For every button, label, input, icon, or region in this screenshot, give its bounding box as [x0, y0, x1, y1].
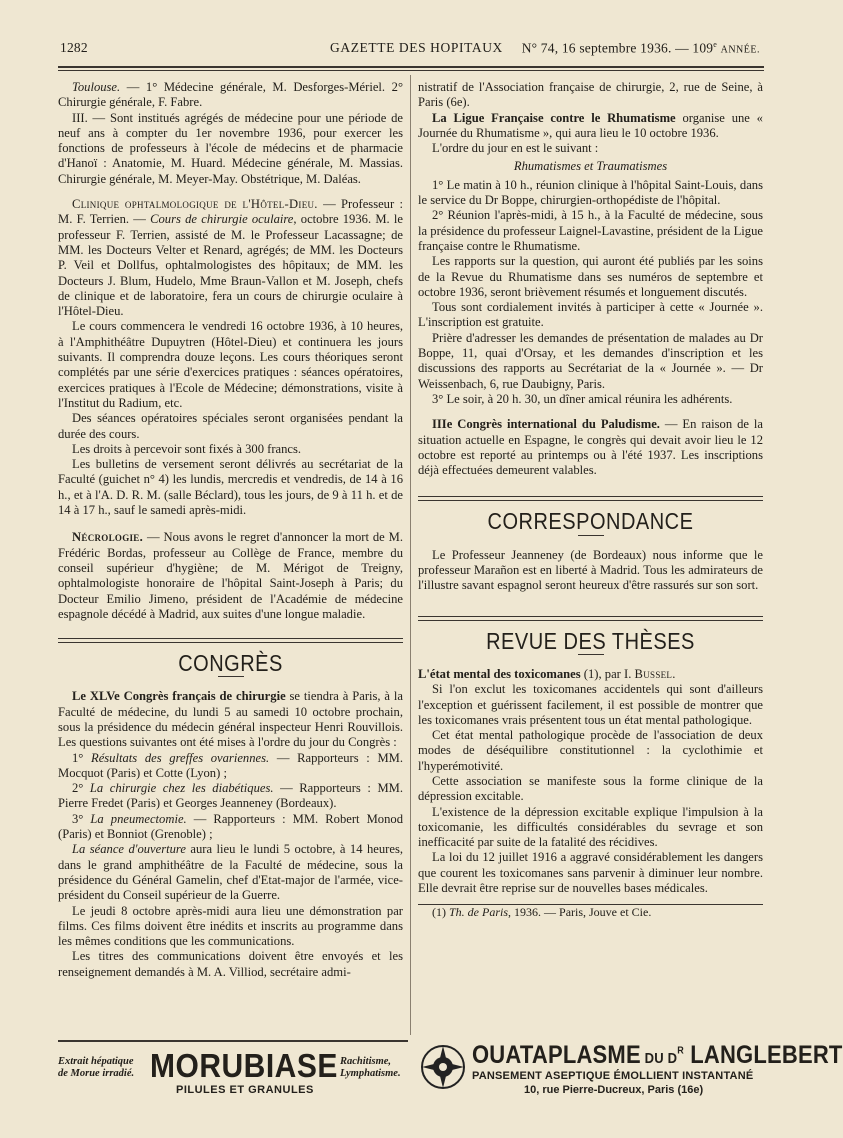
ad-subtitle: PILULES ET GRANULES: [176, 1084, 314, 1096]
paragraph: Les titres des communications doivent être envoyés et les renseignement demandés à M. A. Villiod, secrétaire admi-: [58, 949, 403, 979]
ad-text: Lymphatisme.: [340, 1068, 401, 1079]
title-underline: [578, 535, 604, 536]
paragraph: L'ordre du jour en est le suivant :: [432, 141, 599, 156]
agenda-title: Rhumatismes et Traumatismes: [513, 159, 668, 174]
notice-text: — Professeur : M. F. Terrien. —: [58, 197, 404, 227]
paragraph: La loi du 12 juillet 1916 a aggravé considérablement les dangers que courent les toxicomanes sans parvenir à diminuer leur nombre. Elle devrait être reprise sur de nouvelles bases médicales.: [418, 850, 763, 896]
paragraph-text: — 1° Médecine générale, M. Desforges-Mériel. 2° Chirurgie générale, F. Fabre.: [58, 80, 403, 110]
paragraph: [418, 111, 763, 142]
ad-text: de Morue irradié.: [58, 1068, 135, 1079]
list-number: 2°: [72, 781, 90, 796]
paragraph: Cette association se manifeste sous la forme clinique de la dépression excitable.: [418, 773, 763, 804]
list-item: [58, 751, 403, 782]
notice-heading: Nécrologie.: [72, 530, 144, 545]
paragraph: Tous sont cordialement invités à participer à cette « Journée ». L'inscription est gratuite.: [418, 300, 763, 330]
paragraph: 2° Réunion l'après-midi, à 15 h., à la Faculté de médecine, sous la présidence du professeur Laignel-Lavastine, président de la Ligue française contre le Rhumatisme.: [418, 208, 763, 253]
subheading: [418, 159, 763, 174]
paragraph: Le cours commencera le vendredi 16 octobre 1936, à 10 heures, à l'Amphithéâtre Dupuytren (Hôtel-Dieu) et continuera les jours suivants. Il comprendra douze leçons. Les cours théoriques seront complétés par une série d'exercices pratiques : séances opératoires, exercices pratiques à l'Ecole de Médecine; démonstrations, visite à l'Institut du Radium, etc.: [58, 319, 403, 410]
header-rule: [58, 66, 764, 68]
list-item: [58, 812, 403, 843]
journal-title: GAZETTE DES HOPITAUX: [330, 40, 503, 55]
ouataplasme-brand: [472, 1040, 843, 1070]
list-number: 1°: [72, 750, 91, 765]
paragraph-text: organise une « Journée du Rhumatisme », qui aura lieu le 10 octobre 1936.: [418, 110, 763, 140]
clinique-notice: [58, 197, 403, 319]
ad-tagline: PANSEMENT ASEPTIQUE ÉMOLLIENT INSTANTANÉ: [472, 1070, 754, 1082]
header-rule-thin: [58, 70, 764, 71]
paragraph: nistratif de l'Association française de chirurgie, 2, rue de Seine, à Paris (6e).: [418, 80, 763, 110]
list-number: 3°: [72, 811, 91, 826]
section-divider: [418, 616, 763, 621]
thesis-author-prefix: (1), par I.: [580, 666, 635, 681]
brand-name: OUATAPLASME: [472, 1040, 641, 1069]
congress-name: IIIe Congrès international du Paludisme.: [432, 417, 660, 432]
footnote-text: , 1936. — Paris, Jouve et Cie.: [508, 905, 652, 920]
paragraph: L'existence de la dépression excitable explique l'impulsion à la toxicomanie, les difficultés considérables du sevrage et son inefficacité par suite de la fatalité des récidives.: [418, 804, 763, 850]
footnote-number: (1): [432, 905, 449, 920]
thesis-title: L'état mental des toxicomanes: [418, 666, 581, 681]
ad-rule: [58, 1040, 408, 1042]
notice-text: — Nous avons le regret d'annoncer la mort de M. Frédéric Bordas, professeur au Collège de France, membre du conseil supérieur d'hygiène; de M. Mérigot de Treigny, ophtalmologiste honoraire de l'hôpital Saint-Joseph à Paris; du Docteur Emilio Jimeno, président de l'Académie de médecine espagnole décédé à Madrid, aux suites d'une longue maladie.: [58, 530, 403, 621]
paragraph-text: — Rapporteurs : MM. Robert Monod (Paris) et Bonniot (Grenoble) ;: [58, 811, 403, 842]
section-divider: [58, 638, 403, 643]
paragraph: 1° Le matin à 10 h., réunion clinique à l'hôpital Saint-Louis, dans le service du Dr Boppe, chirurgien-orthopédiste de l'hôpital.: [418, 177, 763, 208]
brand-surname: LANGLEBERT: [683, 1040, 843, 1069]
paragraph: Cet état mental pathologique procède de l'association de deux modes de déséquilibre constitutionnel : la cyclothimie et l'hyperémotivité.: [418, 728, 763, 773]
paragraph: Les rapports sur la question, qui auront été publiés par les soins de la Revue du Rhumatisme dans ses numéros de septembre et octobre 1936, seront brièvement résumés et longuement discutés.: [418, 254, 763, 299]
footnote: [418, 905, 763, 920]
organization-name: La Ligue Française contre le Rhumatisme: [432, 110, 676, 125]
paragraph: [418, 417, 763, 478]
morubiase-advertisement: [58, 1050, 408, 1102]
section-title-theses: REVUE DES THÈSES: [486, 628, 695, 655]
congress-name: Le XLVe Congrès français de chirurgie: [72, 689, 286, 704]
notice-heading: Clinique ophtalmologique de l'Hôtel-Dieu.: [72, 197, 318, 212]
paragraph: Prière d'adresser les demandes de présentation de malades au Dr Boppe, 11, quai d'Orsay, et les demandes d'inscription et les discussions des rapports au Secrétariat de la « Journée ». — Dr Weissenbach, 6, rue Daubigny, Paris.: [418, 330, 763, 391]
paragraph: Le Professeur Jeanneney (de Bordeaux) nous informe que le professeur Marañon est en liberté à Madrid. Tous les admirateurs de l'illustre savant espagnol seront heureux d'être rassurés sur son sort.: [418, 547, 763, 593]
paragraph: Les droits à percevoir sont fixés à 300 francs.: [72, 441, 302, 456]
ad-address: 10, rue Pierre-Ducreux, Paris (16e): [524, 1084, 704, 1096]
morubiase-brand: MORUBIASE: [150, 1048, 338, 1085]
ad-left-text: [58, 1056, 134, 1080]
paragraph-text: — Rapporteurs : MM. Pierre Fredet (Paris) et Georges Jeanneney (Bordeaux).: [58, 781, 404, 811]
issue-year-label: ANNÉE.: [720, 44, 760, 56]
column-divider: [410, 75, 411, 1035]
thesis-author: Bussel.: [634, 666, 676, 681]
ad-right-text: [340, 1056, 401, 1080]
paragraph: Des séances opératoires spéciales seront organisées pendant la durée des cours.: [58, 411, 403, 441]
left-column: [58, 80, 403, 980]
issue-info: [522, 40, 760, 57]
paragraph: 3° Le soir, à 20 h. 30, un dîner amical réunira les adhérents.: [432, 391, 733, 406]
paragraph: Les bulletins de versement seront délivrés au secrétariat de la Faculté (guichet n° 4) les lundis, mercredis et vendredis, de 14 à 16 h., et à l'A. D. R. M. (salle Béclard), tous les jours, de 9 à 11 h. et de 14 à 17 h., sauf le samedi après-midi.: [58, 457, 403, 518]
brand-sup: R: [677, 1044, 684, 1056]
ouataplasme-advertisement: [420, 1040, 843, 1100]
brand-du: DU D: [640, 1049, 678, 1067]
issue-date: N° 74, 16 septembre 1936. — 109: [521, 40, 714, 56]
paragraph-text: se tiendra à Paris, à la Faculté de médecine, du lundi 5 au samedi 10 octobre prochain, sous la présidence du médecin général inspecteur Henri Rouvillois. Les questions suivantes ont été mises à l'ordre du jour du Congrès :: [58, 689, 403, 750]
topic-title: Résultats des greffes ovariennes.: [91, 750, 270, 765]
footnote-source: Th. de Paris: [449, 905, 509, 920]
topic-title: La pneumectomie.: [90, 811, 187, 826]
section-title-congres: CONGRÈS: [178, 651, 283, 677]
paragraph: [58, 80, 403, 111]
necrologie-notice: [58, 530, 403, 622]
paragraph-text: — En raison de la situation actuelle en Espagne, le congrès qui devait avoir lieu le 12 octobre est reporté au printemps ou à l'été 1937. Les inscriptions déjà effectuées demeurent valables.: [418, 417, 764, 478]
event-name: La séance d'ouverture: [72, 842, 186, 857]
paragraph: [58, 842, 403, 903]
page-number: 1282: [60, 40, 88, 55]
notice-text: , octobre 1936. M. le professeur F. Terrien, assisté de M. le Professeur Lacassagne; de MM. les Docteurs Velter et Renard, agrégés; de MM. les Docteurs P. Veil et Dollfus, ophtalmologistes des hôpitaux; de MM. les Docteurs J. Blum, Hudelo, Mme Braun-Vallon et M. Joseph, chefs de clinique et de laboratoire, fera un cours de chirurgie oculaire à l'Hôtel-Dieu.: [58, 212, 403, 319]
ad-text: Rachitisme,: [340, 1056, 392, 1067]
paragraph: III. — Sont institués agrégés de médecine pour une période de neuf ans à compter du 1er novembre 1936, pour exercer les fonctions de professeurs à l'école de médecins et de pharmacie d'Hanoï : Anatomie, M. Huard. Médecine générale, M. Massias. Chirurgie générale, M. Meyer-May. Obstétrique, M. Daléas.: [58, 110, 403, 186]
issue-sup: e: [713, 40, 718, 49]
course-title: Cours de chirurgie oculaire: [150, 212, 294, 227]
paragraph-text: aura lieu le lundi 5 octobre, à 14 heures, dans le grand amphithéâtre de la Faculté de médecine, sous la présidence du Général Gamelin, chef d'Etat-major de l'armée, vice-président du Conseil supérieur de la Guerre.: [58, 842, 403, 903]
thesis-heading: [418, 667, 763, 682]
ad-text: Extrait hépatique: [58, 1056, 134, 1067]
paragraph: Le jeudi 8 octobre après-midi aura lieu une démonstration par films. Ces films doivent être inédits et inscrits au programme dans les mêmes conditions que les communications.: [58, 903, 403, 949]
paragraph: Si l'on exclut les toxicomanes accidentels qui sont d'ailleurs l'exception et guérissent facilement, il est possible de montrer que les toxicomanes vrais présentent tous un état mental pathologique.: [418, 682, 763, 727]
right-column: [418, 80, 763, 921]
ouataplasme-logo-icon: [420, 1044, 466, 1090]
page-header: [60, 40, 760, 62]
section-divider: [418, 496, 763, 501]
list-item: [58, 781, 403, 812]
city-name: Toulouse.: [72, 80, 121, 94]
paragraph: [58, 689, 403, 750]
paragraph-text: — Rapporteurs : MM. Mocquot (Paris) et Cotte (Lyon) ;: [58, 750, 404, 780]
topic-title: La chirurgie chez les diabétiques.: [89, 781, 274, 796]
section-title-correspondance: CORRESPONDANCE: [487, 509, 694, 535]
